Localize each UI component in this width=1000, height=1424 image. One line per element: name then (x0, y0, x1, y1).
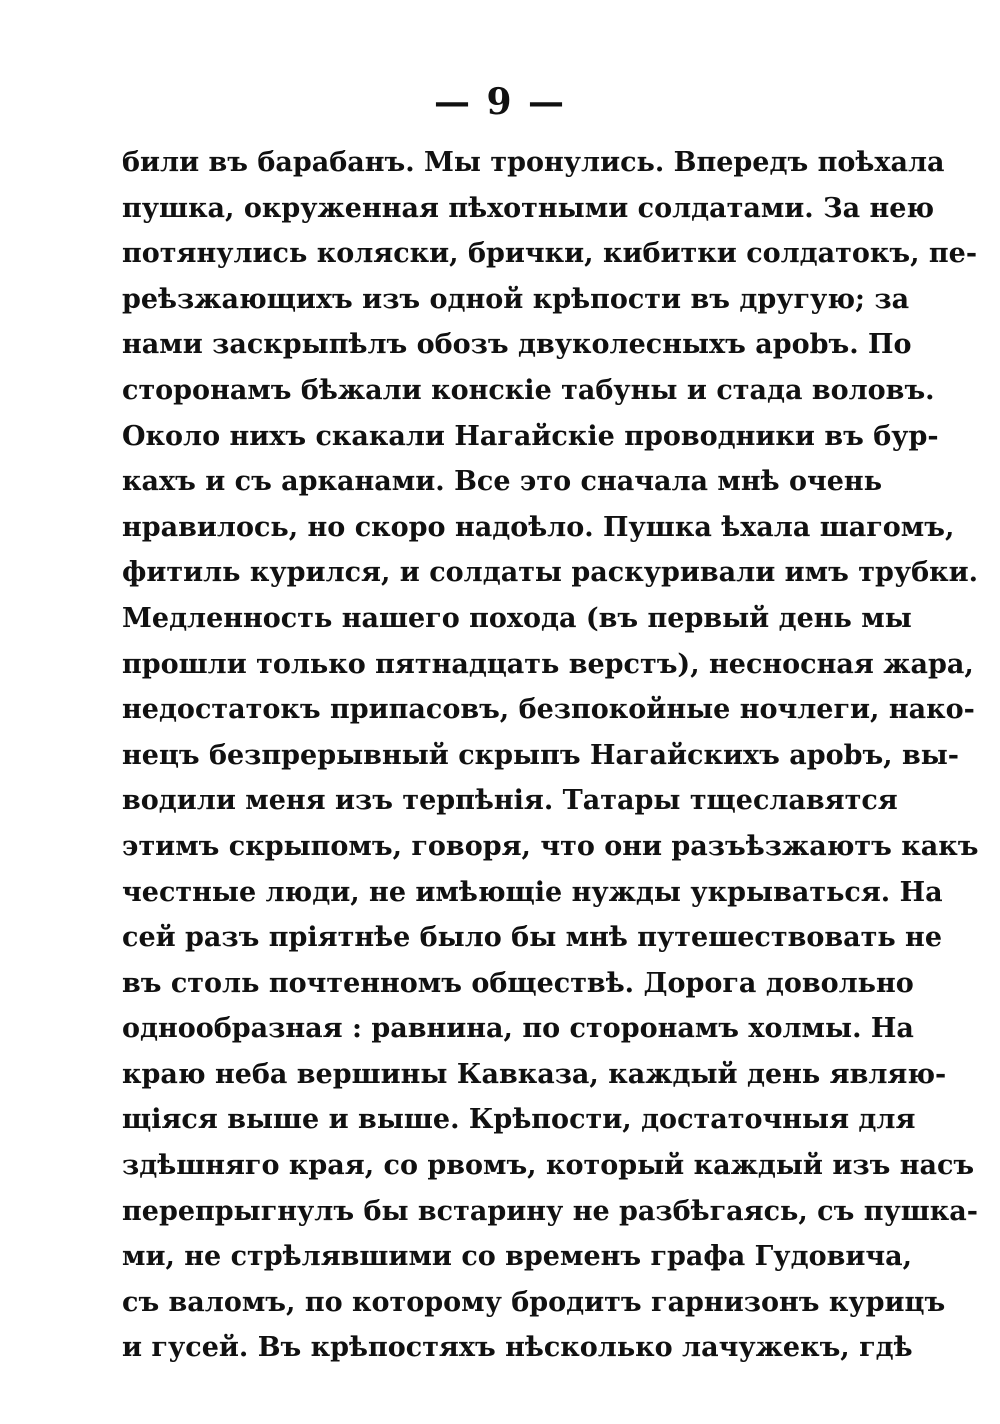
text-line: нецъ безпрерывный скрыпъ Нагайскихъ арobъ, вы- (122, 739, 959, 771)
text-line: ми, не стрѣлявшими со временъ графа Гудовича, (122, 1241, 913, 1273)
text-line: и гусей. Въ крѣпостяхъ нѣсколько лачужекъ, гдѣ (122, 1332, 913, 1364)
text-line: перепрыгнулъ бы встарину не разбѣгаясь, съ пушка- (122, 1195, 978, 1227)
text-line: кахъ и съ арканами. Все это сначала мнѣ очень (122, 466, 883, 498)
text-line: краю неба вершины Кавказа, каждый день являю- (122, 1058, 947, 1090)
text-line: пушка, окруженная пѣхотными солдатами. За нею (122, 192, 935, 224)
text-line: Около нихъ скакали Нагайскіе проводники въ бур- (122, 420, 939, 452)
text-line: недостатокъ припасовъ, безпокойные ночлеги, нако- (122, 694, 975, 726)
text-line: однообразная : равнина, по сторонамъ холмы. На (122, 1013, 914, 1045)
text-line: нравилось, но скоро надоѣло. Пушка ѣхала шагомъ, (122, 511, 955, 543)
text-line: прошли только пятнадцать верстъ), несносная жара, (122, 648, 974, 680)
text-line: фитиль курился, и солдаты раскуривали имъ трубки. (122, 557, 979, 589)
text-line: щіяся выше и выше. Крѣпости, достаточныя для (122, 1104, 916, 1136)
text-line: водили меня изъ терпѣнія. Татары тщеславятся (122, 785, 898, 817)
text-line: реѣзжающихъ изъ одной крѣпости въ другую; за (122, 283, 910, 315)
text-line: сей разъ пріятнѣе было бы мнѣ путешествовать не (122, 922, 942, 954)
text-line: потянулись коляски, брички, кибитки солдатокъ, пе- (122, 238, 978, 270)
text-line: этимъ скрыпомъ, говоря, что они разъѣзжаютъ какъ (122, 830, 979, 862)
body-text (122, 140, 979, 1371)
text-line: честные люди, не имѣющіе нужды укрываться. На (122, 876, 943, 908)
text-line: сторонамъ бѣжали конскіе табуны и стада воловъ. (122, 374, 935, 406)
text-line: били въ барабанъ. Мы тронулись. Впередъ поѣхала (122, 147, 945, 178)
text-line: Медленность нашего похода (въ первый день мы (122, 602, 912, 634)
text-line: съ валомъ, по которому бродитъ гарнизонъ курицъ (122, 1286, 946, 1318)
text-line: нами заскрыпѣлъ обозъ двуколесныхъ арobъ. По (122, 329, 912, 361)
text-line: въ столь почтенномъ обществѣ. Дорога довольно (122, 967, 914, 999)
text-line: здѣшняго края, со рвомъ, который каждый изъ насъ (122, 1150, 975, 1182)
page-number: — 9 — (433, 81, 567, 123)
